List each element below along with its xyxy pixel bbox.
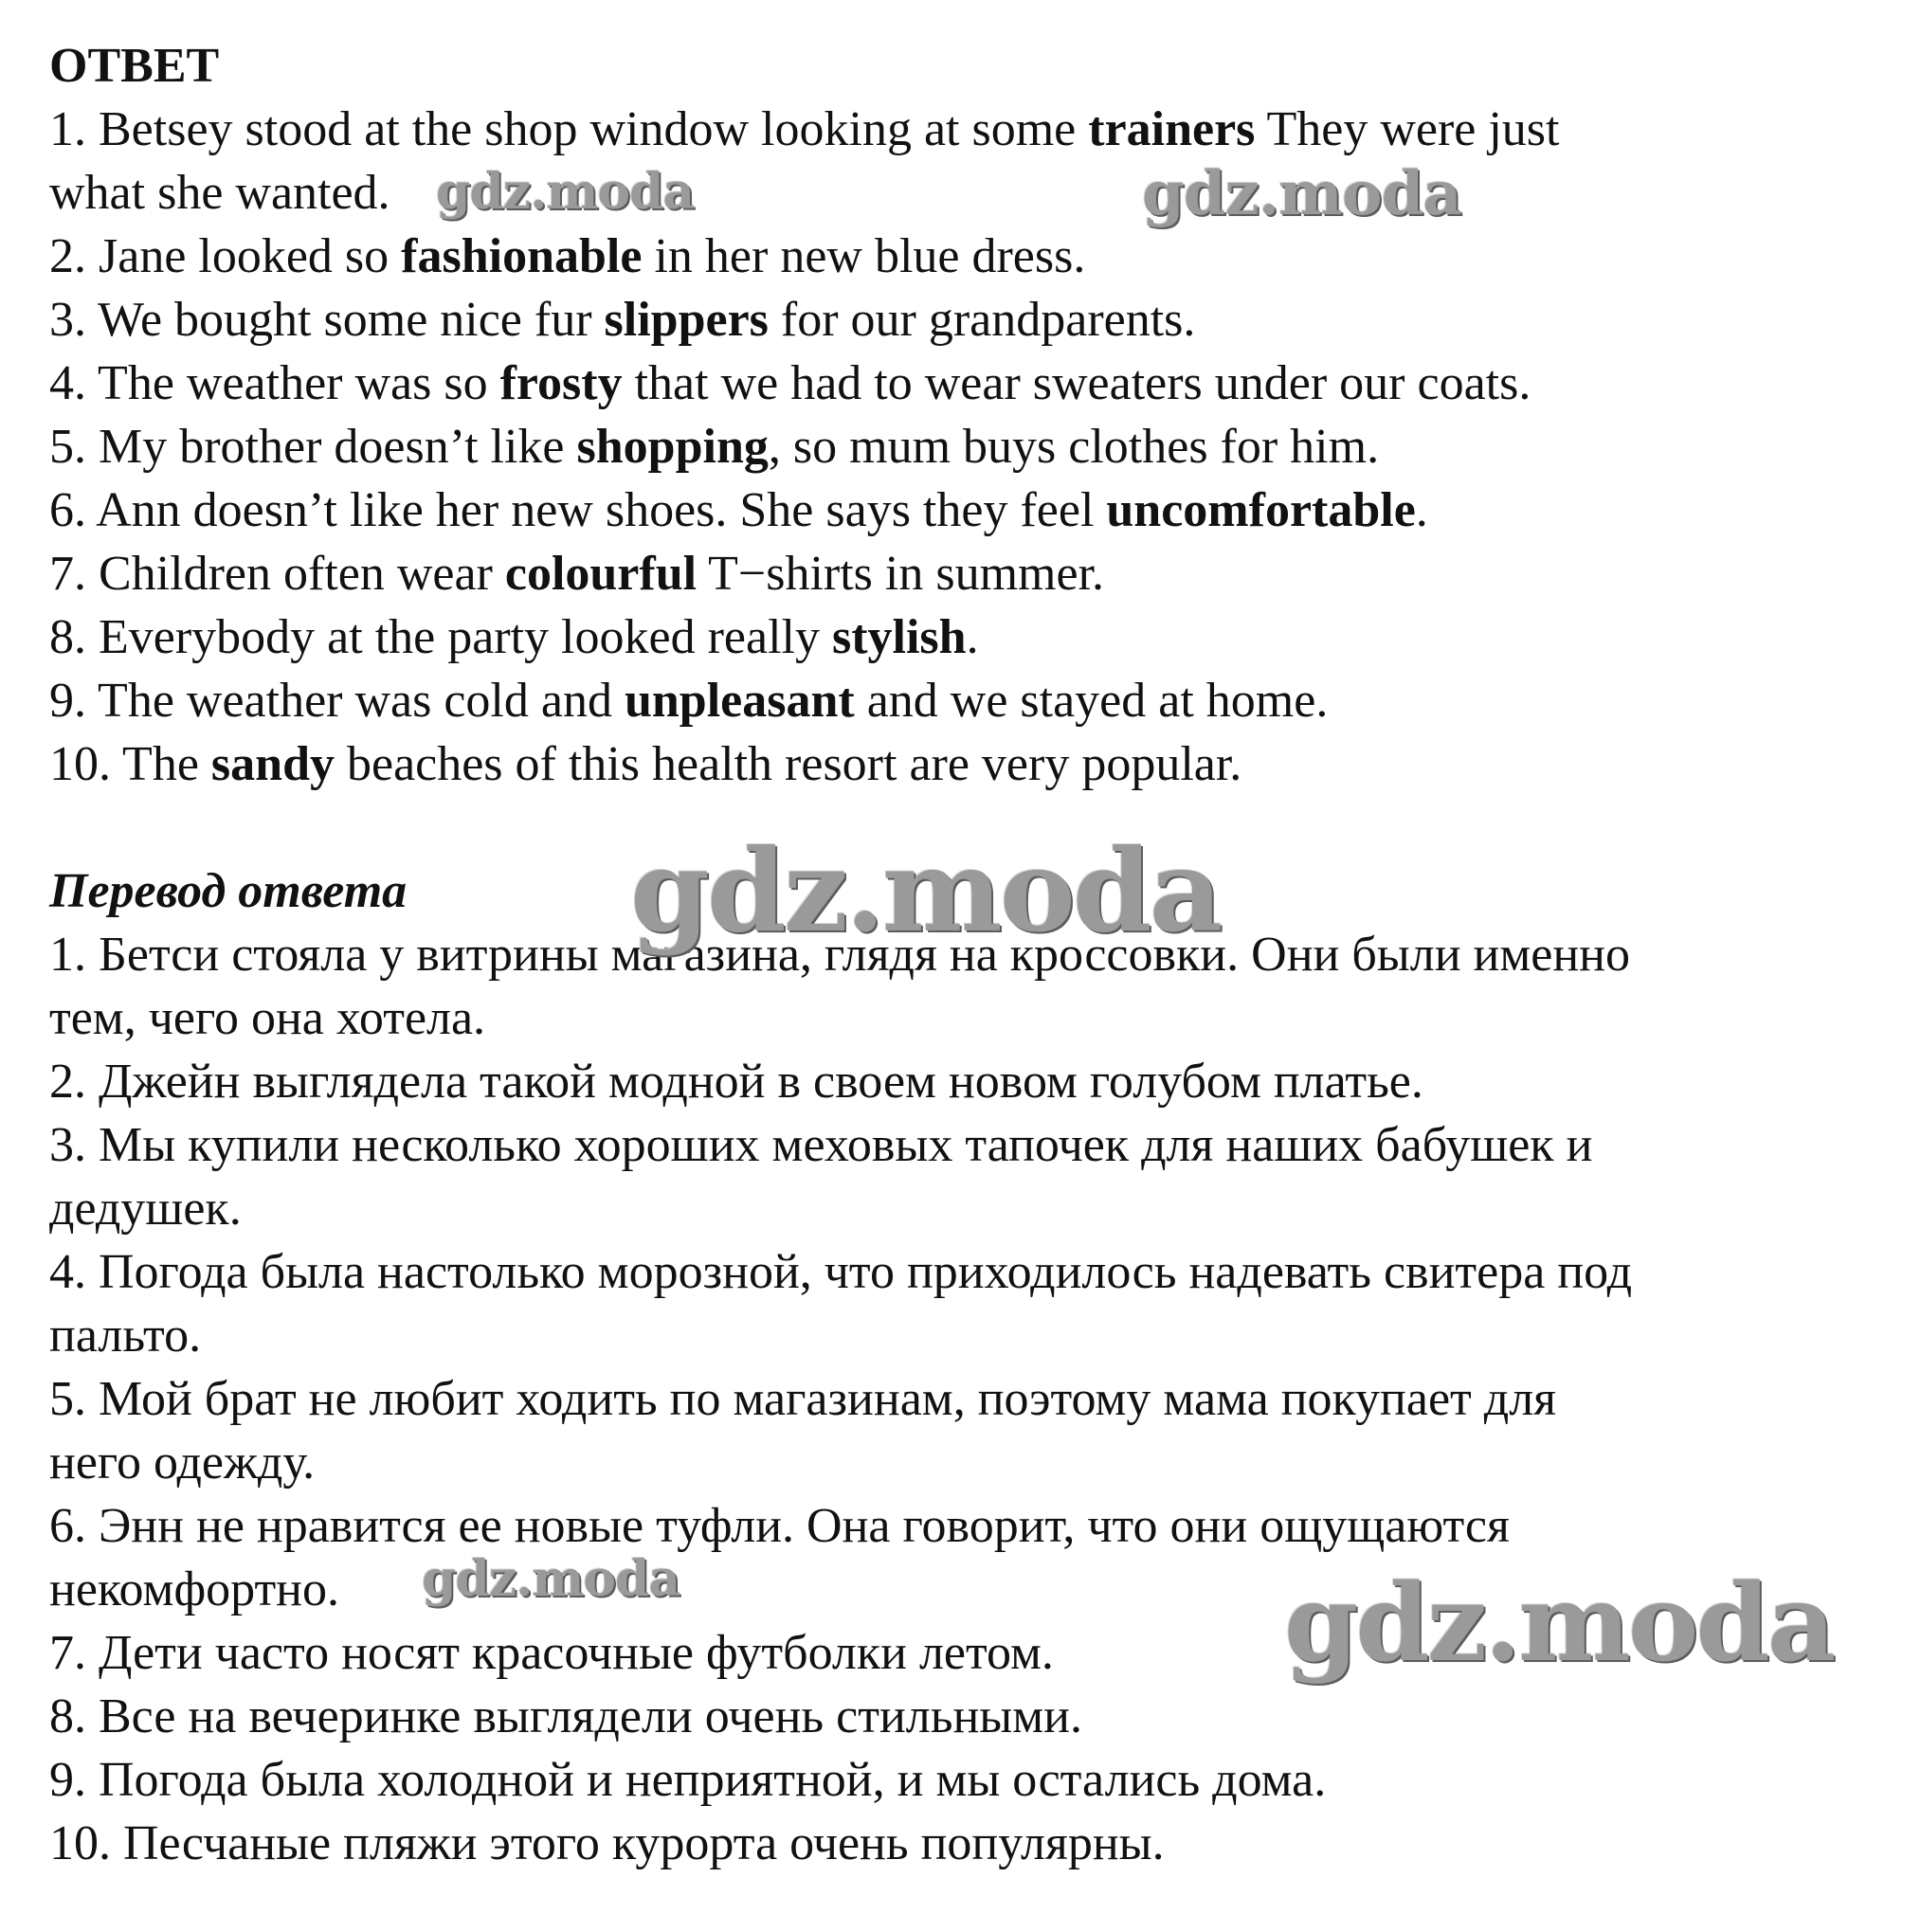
translation-heading: Перевод ответа — [49, 864, 408, 918]
translation-line: 10. Песчаные пляжи этого курорта очень популярны. — [49, 1816, 1165, 1870]
document-page — [49, 34, 1897, 1875]
answer-line: 1. Betsey stood at the shop window looking at some trainers They were just — [49, 102, 1560, 156]
watermark: gdz.moda — [1142, 158, 1461, 229]
translation-line: пальто. — [49, 1309, 202, 1363]
answer-heading: ОТВЕТ — [49, 39, 220, 93]
answer-line: 7. Children often wear colourful T−shirts in summer. — [49, 547, 1105, 601]
answer-line: 6. Ann doesn’t like her new shoes. She says they feel uncomfortable. — [49, 483, 1428, 537]
answer-line: 10. The sandy beaches of this health resort are very popular. — [49, 737, 1242, 791]
watermark: gdz.moda — [422, 1550, 680, 1608]
watermark: gdz.moda — [1284, 1562, 1834, 1686]
translation-line: некомфортно. — [49, 1562, 340, 1616]
watermark: gdz.moda — [436, 163, 695, 221]
translation-line: 6. Энн не нравится ее новые туфли. Она говорит, что они ощущаются — [49, 1499, 1510, 1553]
translation-line: 2. Джейн выглядела такой модной в своем новом голубом платье. — [49, 1055, 1423, 1109]
answer-line: 2. Jane looked so fashionable in her new blue dress. — [49, 229, 1086, 283]
answer-line: 5. My brother doesn’t like shopping, so mum buys clothes for him. — [49, 420, 1380, 474]
translation-line: 4. Погода была настолько морозной, что приходилось надевать свитера под — [49, 1245, 1633, 1299]
translation-line: дедушек. — [49, 1182, 242, 1236]
translation-line: него одежду. — [49, 1435, 316, 1490]
translation-line: тем, чего она хотела. — [49, 991, 486, 1045]
translation-line: 9. Погода была холодной и неприятной, и мы остались дома. — [49, 1753, 1327, 1807]
translation-line: 8. Все на вечеринке выглядели очень стильными. — [49, 1689, 1082, 1743]
section-spacer — [49, 796, 1897, 859]
translation-line: 1. Бетси стояла у витрины магазина, глядя на кроссовки. Они были именно — [49, 928, 1630, 982]
translation-line: 7. Дети часто носят красочные футболки летом. — [49, 1626, 1054, 1680]
watermark: gdz.moda — [630, 824, 1221, 958]
translation-line: 3. Мы купили несколько хороших меховых тапочек для наших бабушек и — [49, 1118, 1593, 1172]
answer-line: 3. We bought some nice fur slippers for our grandparents. — [49, 293, 1196, 347]
translation-line: 5. Мой брат не любит ходить по магазинам, поэтому мама покупает для — [49, 1372, 1557, 1426]
answer-line: what she wanted. — [49, 166, 390, 220]
answer-line: 4. The weather was so frosty that we had to wear sweaters under our coats. — [49, 356, 1531, 410]
answer-line: 9. The weather was cold and unpleasant and we stayed at home. — [49, 674, 1329, 728]
answer-line: 8. Everybody at the party looked really stylish. — [49, 610, 979, 664]
